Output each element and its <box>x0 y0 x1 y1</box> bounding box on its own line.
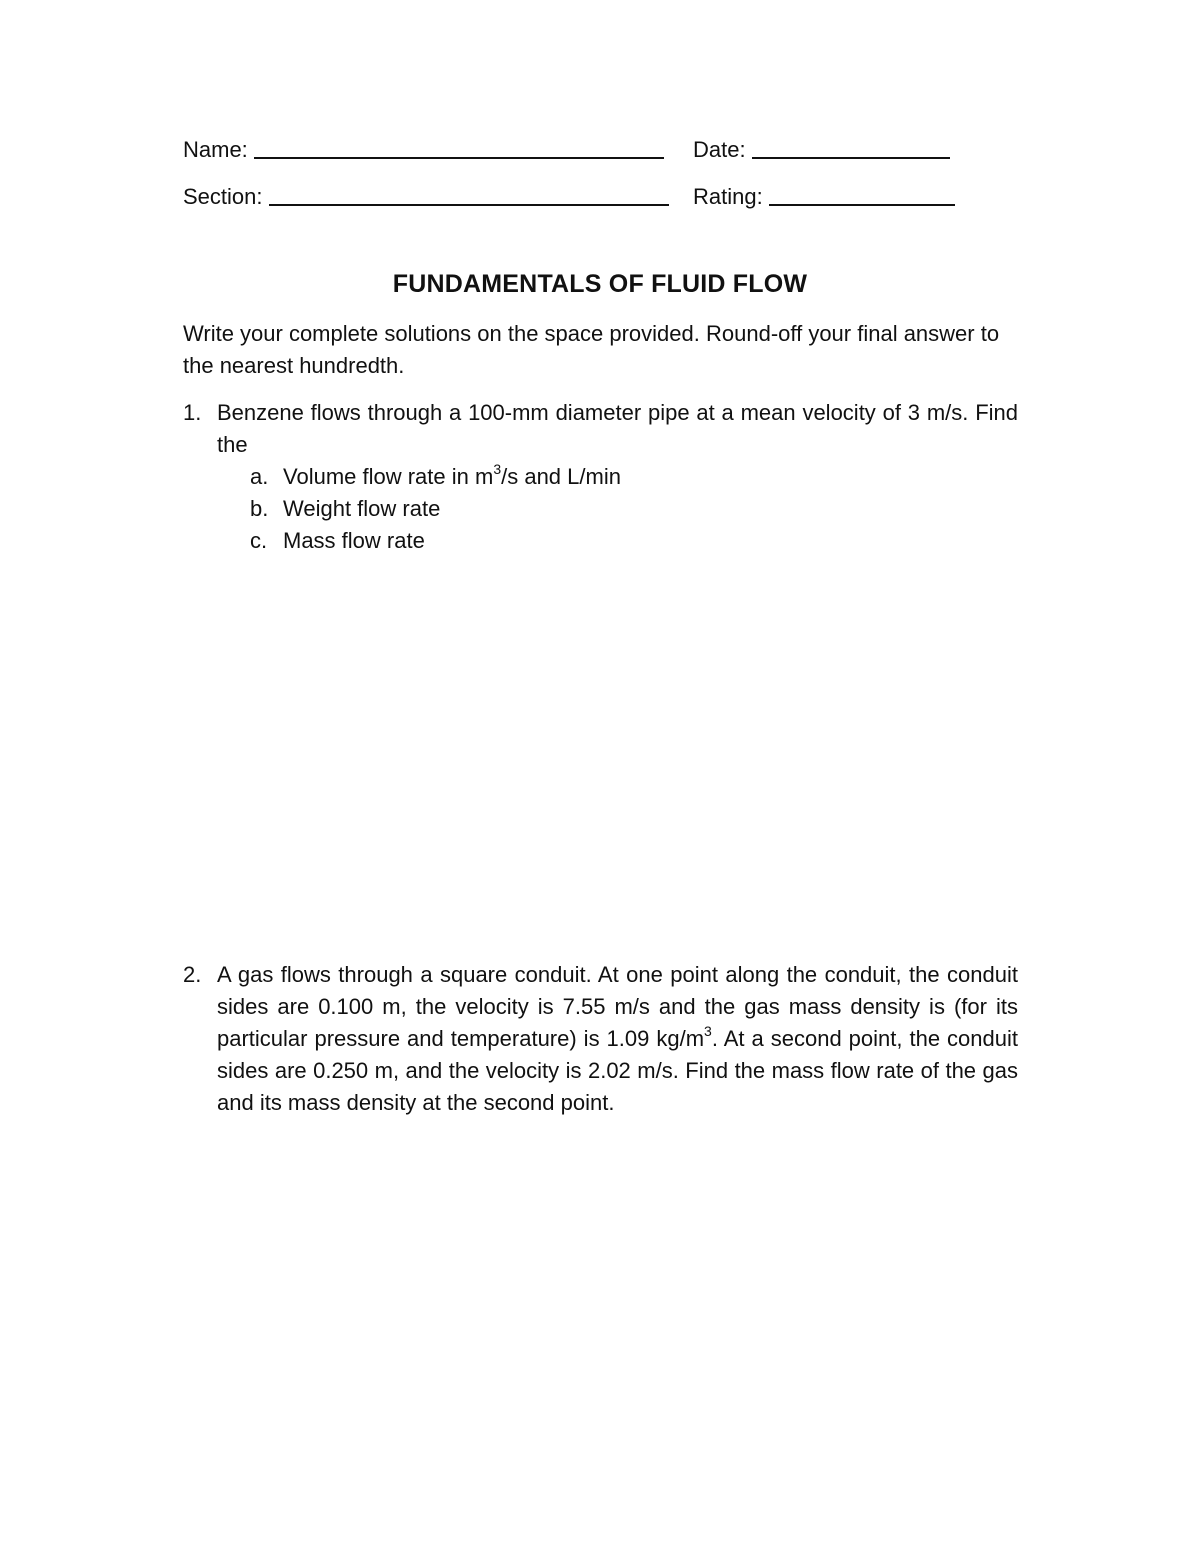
question-part-a <box>183 461 1018 493</box>
question-number: 2. <box>183 962 202 987</box>
date-blank-line <box>752 135 950 159</box>
superscript-exponent: 3 <box>493 460 502 477</box>
name-blank-line <box>254 135 664 159</box>
part-letter: b. <box>250 496 269 521</box>
rating-blank-line <box>769 182 955 206</box>
superscript-exponent: 3 <box>704 1022 712 1039</box>
question-part-c <box>183 525 1018 557</box>
part-text-after: /s and L/min <box>501 464 621 489</box>
question-text: Benzene flows through a 100-mm diameter pipe at a mean velocity of 3 m/s. Find the <box>217 400 1018 457</box>
question-text-after: . At a second point, the conduit sides are 0.250 m, and the velocity is 2.02 m/s. Find the mass flow rate of the gas and its mass density at the second point. <box>217 1026 1018 1115</box>
name-field <box>183 133 664 166</box>
question-2 <box>183 959 1018 1119</box>
part-text: Mass flow rate <box>283 528 425 553</box>
date-field <box>693 133 950 166</box>
section-field <box>183 180 669 213</box>
question-part-b <box>183 493 1018 525</box>
rating-label: Rating: <box>693 184 763 209</box>
date-label: Date: <box>693 137 746 162</box>
question-text <box>217 959 1018 1119</box>
name-label: Name: <box>183 137 248 162</box>
instructions-text: Write your complete solutions on the space provided. Round-off your final answer to the nearest hundredth. <box>183 321 1000 378</box>
section-blank-line <box>269 182 669 206</box>
header-row-2 <box>183 180 963 212</box>
rating-field <box>693 180 955 213</box>
part-letter: a. <box>250 464 269 489</box>
question-1 <box>183 397 1018 557</box>
part-letter: c. <box>250 528 268 553</box>
section-label: Section: <box>183 184 263 209</box>
question-1-parts <box>183 461 1018 557</box>
header-row-1 <box>183 133 963 165</box>
question-text-before: A gas flows through a square conduit. At one point along the conduit, the conduit sides are 0.100 m, the velocity is 7.55 m/s and the gas mass density is (for its particular pressure and temperature) is 1.09 kg/m <box>217 962 1018 1051</box>
part-text-before: Volume flow rate in m <box>283 464 494 489</box>
worksheet-title: FUNDAMENTALS OF FLUID FLOW <box>392 270 808 298</box>
part-text: Weight flow rate <box>283 496 441 521</box>
part-text <box>283 461 621 493</box>
question-number: 1. <box>183 400 202 425</box>
